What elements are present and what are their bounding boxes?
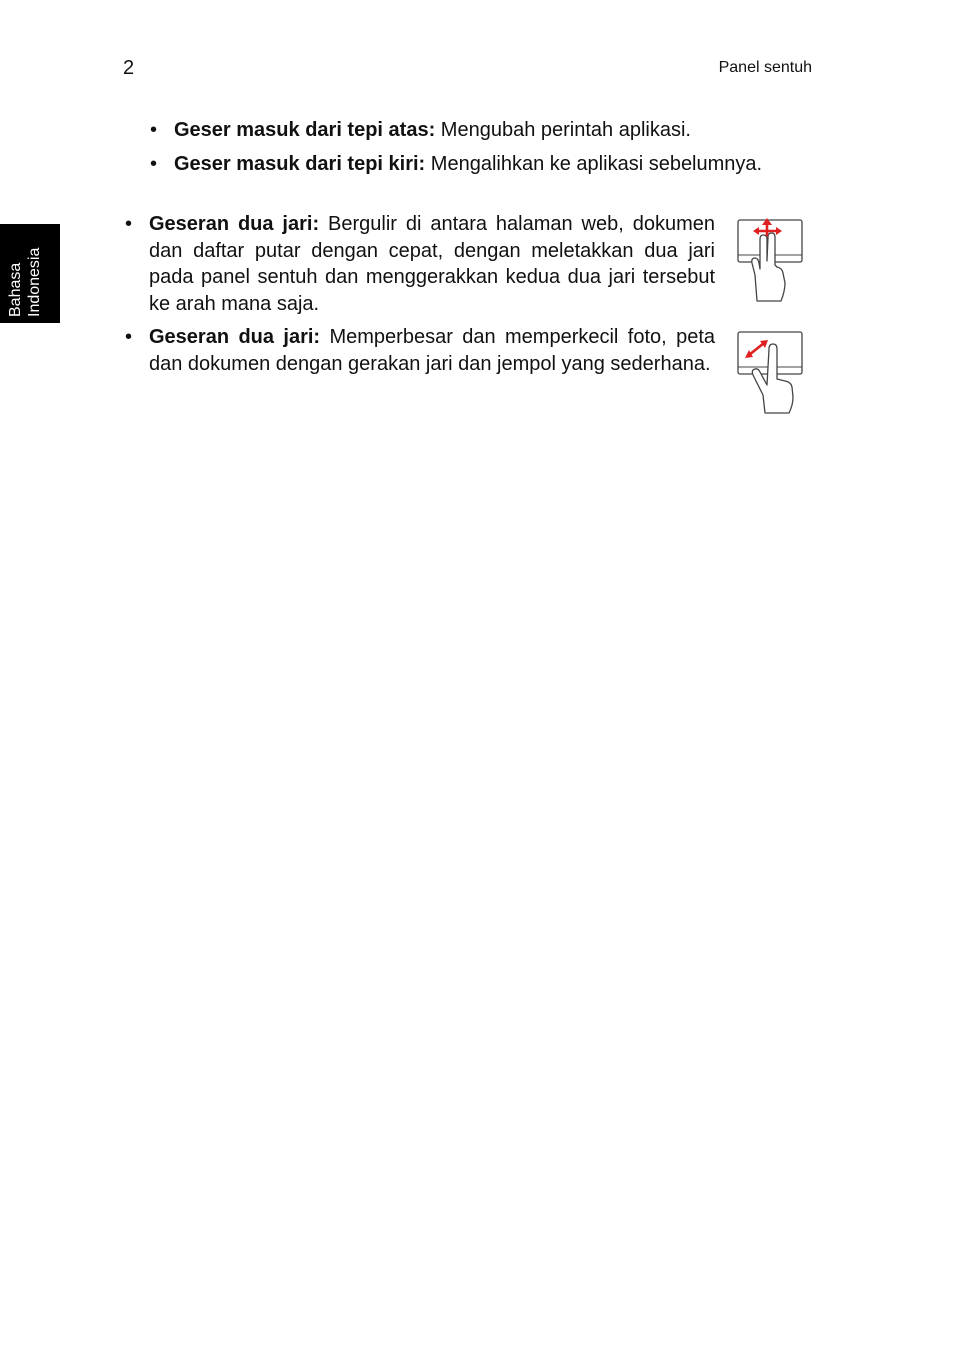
side-tab-label [6, 248, 44, 317]
item-text: Memperbesar dan memperkecil foto, peta dan dokumen dengan gerakan jari dan jempol yang sederhana. [149, 326, 715, 375]
list-item [125, 324, 715, 377]
language-side-tab [0, 224, 60, 323]
bullet: • [125, 326, 133, 348]
side-tab-line2: Indonesia [26, 247, 43, 317]
item-term: Geser masuk dari tepi atas: [174, 119, 436, 141]
item-term: Geser masuk dari tepi kiri: [174, 153, 426, 175]
two-finger-scroll-icon [735, 217, 807, 303]
list-item [150, 151, 810, 178]
item-term: Geseran dua jari: [149, 213, 320, 235]
item-term: Geseran dua jari: [149, 326, 321, 348]
bullet: • [150, 119, 158, 141]
item-text: Bergulir di antara halaman web, dokumen dan daftar putar dengan cepat, dengan meletakkan dua jari pada panel sentuh dan menggerakkan kedua dua jari tersebut ke arah mana saja. [149, 213, 715, 315]
item-text: Mengubah perintah aplikasi. [435, 119, 691, 141]
bullet: • [150, 153, 158, 175]
bullet: • [125, 213, 133, 235]
pinch-zoom-icon [735, 329, 807, 415]
page-number: 2 [123, 57, 135, 79]
side-tab-line1: Bahasa [7, 262, 24, 317]
item-text: Mengalihkan ke aplikasi sebelumnya. [425, 153, 763, 175]
running-head: Panel sentuh [718, 59, 812, 76]
list-item [150, 117, 810, 144]
list-item [125, 211, 715, 317]
